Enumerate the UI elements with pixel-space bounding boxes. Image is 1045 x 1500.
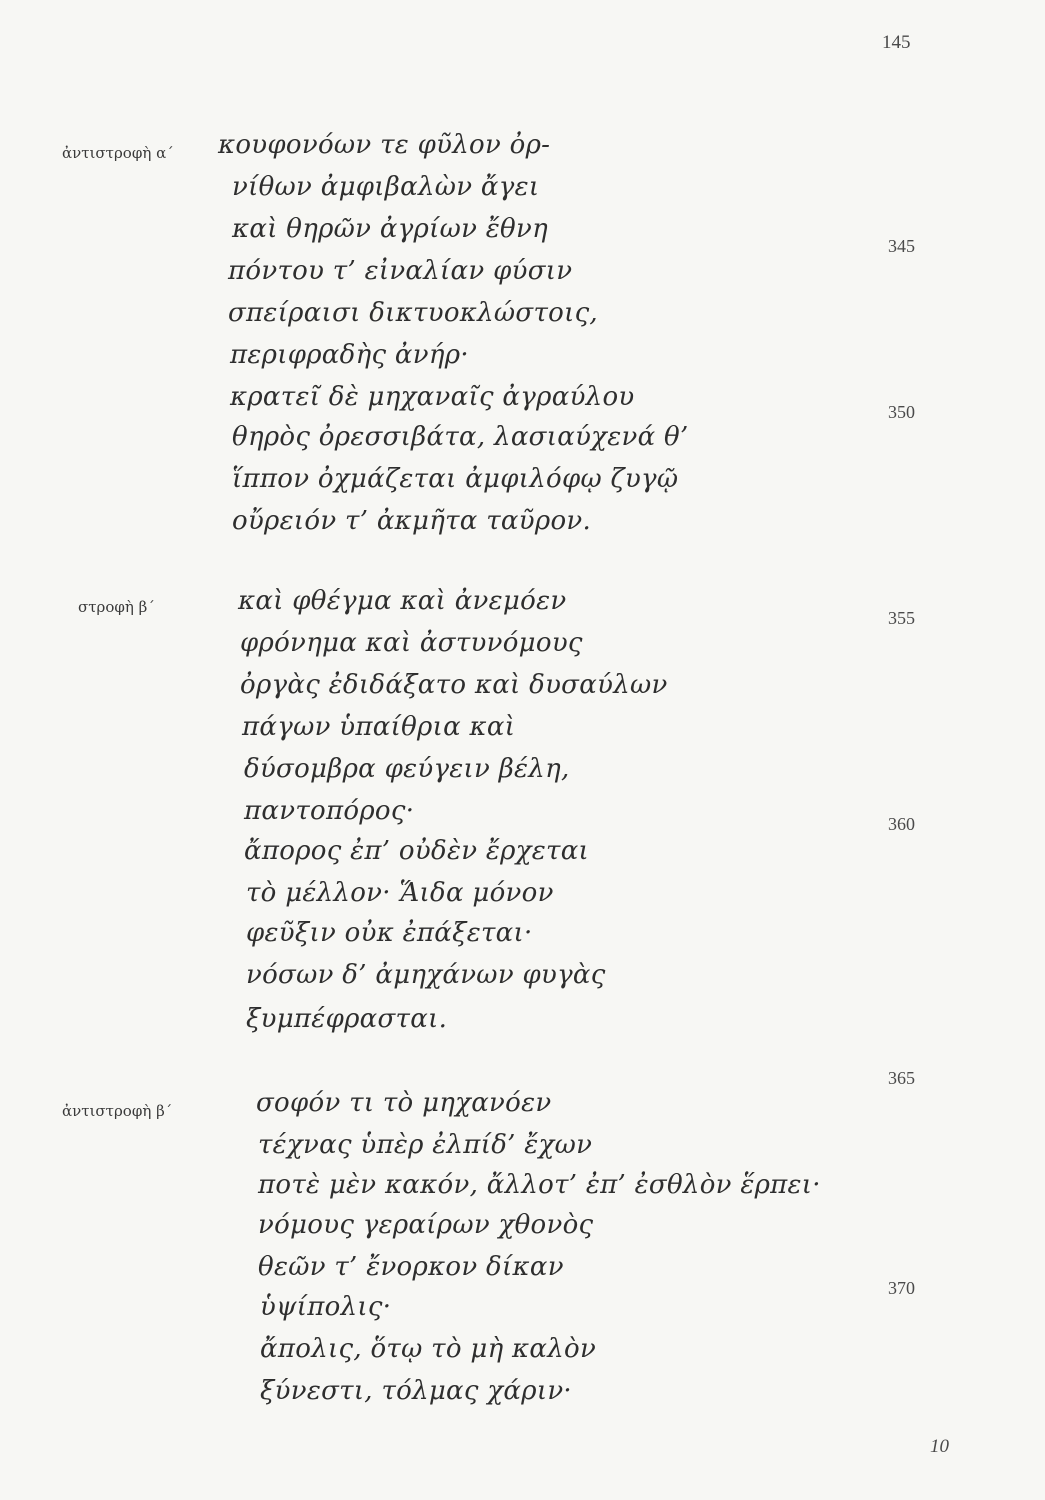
verse-line: ὀργὰς ἐδιδάξατο καὶ δυσαύλων — [240, 670, 668, 700]
line-number: 350 — [888, 402, 915, 422]
verse-line: κρατεῖ δὲ μηχαναῖς ἀγραύλου — [230, 382, 635, 412]
verse-line: καὶ φθέγμα καὶ ἀνεμόεν — [238, 586, 567, 616]
section-label-antistrophe-b: ἀντιστροφὴ β΄ — [62, 1102, 173, 1120]
section-label-strophe-b: στροφὴ β΄ — [78, 598, 155, 616]
line-number: 355 — [888, 608, 915, 628]
line-number: 360 — [888, 814, 915, 834]
signature-mark: 10 — [930, 1436, 949, 1457]
verse-line: ποτὲ μὲν κακόν, ἄλλοτ’ ἐπ’ ἐσθλὸν ἕρπει· — [258, 1170, 821, 1200]
verse-line: τὸ μέλλον· Ἅιδα μόνον — [246, 878, 554, 908]
verse-line: νόσων δ’ ἀμηχάνων φυγὰς — [246, 960, 606, 990]
verse-line: πάγων ὑπαίθρια καὶ — [242, 712, 516, 742]
verse-line: καὶ θηρῶν ἀγρίων ἔθνη — [232, 214, 548, 244]
verse-line: σοφόν τι τὸ μηχανόεν — [256, 1088, 552, 1118]
verse-line: πόντου τ’ εἰναλίαν φύσιν — [228, 256, 573, 286]
verse-line: τέχνας ὑπὲρ ἐλπίδ’ ἔχων — [258, 1130, 593, 1160]
verse-line: θηρὸς ὀρεσσιβάτα, λασιαύχενά θ’ — [232, 422, 689, 452]
verse-line: σπείραισι δικτυοκλώστοις, — [228, 298, 599, 328]
section-label-antistrophe-a: ἀντιστροφὴ α΄ — [62, 144, 174, 162]
verse-line: ξυμπέφρασται. — [246, 1004, 448, 1034]
verse-line: νόμους γεραίρων χθονὸς — [258, 1210, 594, 1240]
verse-line: κουφονόων τε φῦλον ὀρ- — [218, 130, 551, 160]
verse-line: δύσομβρα φεύγειν βέλη, — [244, 754, 570, 784]
verse-line: περιφραδὴς ἀνήρ· — [230, 340, 469, 370]
verse-line: θεῶν τ’ ἔνορκον δίκαν — [258, 1252, 564, 1282]
verse-line: ξύνεστι, τόλμας χάριν· — [260, 1376, 572, 1406]
line-number: 345 — [888, 236, 915, 256]
verse-line: ὑψίπολις· — [260, 1292, 392, 1322]
line-number: 370 — [888, 1278, 915, 1298]
verse-line: φρόνημα καὶ ἀστυνόμους — [240, 628, 583, 658]
line-number: 365 — [888, 1068, 915, 1088]
verse-line: ἄπολις, ὅτῳ τὸ μὴ καλὸν — [260, 1334, 597, 1364]
verse-line: ἵππον ὀχμάζεται ἀμφιλόφῳ ζυγῷ — [232, 464, 679, 494]
verse-line: οὔρειόν τ’ ἀκμῆτα ταῦρον. — [232, 506, 592, 536]
verse-line: νίθων ἀμφιβαλὼν ἄγει — [232, 172, 540, 202]
verse-line: παντοπόρος· — [244, 796, 415, 826]
page-number: 145 — [882, 32, 911, 53]
verse-line: φεῦξιν οὐκ ἐπάξεται· — [246, 918, 533, 948]
verse-line: ἄπορος ἐπ’ οὐδὲν ἔρχεται — [244, 836, 590, 866]
